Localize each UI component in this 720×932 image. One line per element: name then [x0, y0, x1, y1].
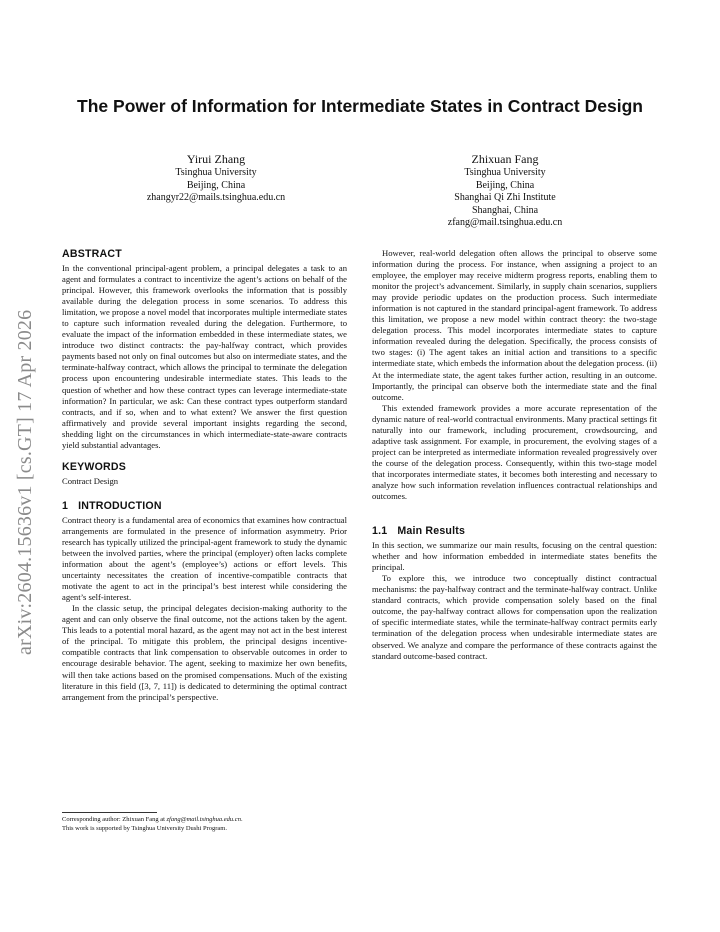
keywords-text: Contract Design [62, 475, 119, 486]
main-results-heading [372, 525, 657, 537]
footnote-rule [62, 812, 157, 813]
abstract-text: In the conventional principal-agent problem, a principal delegates a task to an agent and formulates a contract to incentivize the agent’s actions on behalf of the principal. However, this framework overlooks the information that is possibly available during the delegation process in some scenarios. To address this limitation, we propose a novel model that incorporates multiple intermediate states to capture such information revealed during the delegation. Furthermore, to evaluate the impact of the information embedded in these intermediate states, we introduce two distinct contracts: the pay-halfway contract, which provides payments based not only on final outcomes but also on intermediate states, and the terminate-halfway contract, which allows the principal to terminate the delegation process upon encountering undesirable intermediate states. This leads to the question of whether and how these contract types can leverage intermediate-state information? In particular, we ask: Can these contract types outperform standard contracts, and if so, when and to what extent? We answer the first question affirmatively and provide several important insights regarding the second, shedding light on the circumstances in which intermediate-state-aware contracts yield substantial advantages. [62, 263, 347, 450]
section-number: 1.1 [372, 525, 388, 538]
arxiv-identifier: arXiv:2604.15636v1 [cs.GT] 17 Apr 2026 [14, 309, 36, 655]
intro-paragraph-4: This extended framework provides a more accurate representation of the dynamic nature of real-world contractual environments. Many practical settings fit naturally into our framework, including procurement, crowdsourcing, and adaptive task assignment. For example, in procurement, the evolving stages of a project can be interpreted as intermediate information revealed progressively over the course of the delegation process. Consequently, within this two-stage model that incorporates intermediate states, it becomes both interesting and necessary to analyze how such information revelation influences contractual relationships and outcomes. [372, 402, 657, 502]
footnote-funding: This work is supported by Tsinghua University Dushi Program. [62, 824, 227, 832]
intro-paragraph-2: In the classic setup, the principal delegates decision-making authority to the agent and can only observe the final outcome, not the actions taken by the agent. This leads to a potential moral hazard, as the agent may not act in the best interest of the principal. To mitigate this problem, the principal designs incentive-compatible contracts that link compensation to observable outcomes in order to encourage desirable behavior. The agent, seeking to maximize her own benefits, will then take actions based on the promised compensations. Much of the existing literature in this field ([3, 7, 11]) is dedicated to determining the optimal contract arrangement from the principal’s perspective. [62, 603, 347, 702]
author-name: Zhixuan Fang [471, 152, 539, 166]
footnote [62, 816, 347, 833]
author-affiliation-2: Shanghai Qi Zhi Institute [454, 192, 556, 204]
main-results-paragraph-2: To explore this, we introduce two conceptually distinct contractual mechanisms: the pay-halfway contract and the terminate-halfway contract. Unlike standard contracts, which provide compensation solely based on the final outcome, the pay-halfway contract allows for compensation upon the realization of specific intermediate states, while the terminate-halfway contract permits early termination of the delegation process when undesirable intermediate states are observed. We analyze and compare the performance of these contracts against the standard outcome-based contract. [372, 573, 657, 661]
footnote-email: zfang@mail.tsinghua.edu.cn [166, 816, 241, 823]
author-affiliation: Tsinghua University [175, 167, 257, 178]
footnote-prefix: Corresponding author: Zhixuan Fang at [62, 816, 165, 823]
author-email: zfang@mail.tsinghua.edu.cn [447, 217, 563, 229]
author-email: zhangyr22@mails.tsinghua.edu.cn [146, 192, 286, 204]
author-location-2: Shanghai, China [471, 204, 539, 216]
section-title: Main Results [397, 525, 466, 538]
right-column [372, 248, 657, 662]
author-location: Beijing, China [475, 179, 535, 191]
main-results-paragraph-1: In this section, we summarize our main results, focusing on the central question: whether and how information embedded in intermediate states benefits the principal. [372, 540, 657, 573]
author-affiliation: Tsinghua University [464, 167, 546, 178]
abstract-heading: ABSTRACT [62, 248, 122, 260]
footnote-suffix: . [240, 816, 243, 823]
keywords-heading: KEYWORDS [62, 460, 126, 473]
paper-title: The Power of Information for Intermediate States in Contract Design [77, 96, 643, 116]
section-title: INTRODUCTION [78, 499, 162, 512]
footnote-corresponding [62, 816, 347, 825]
intro-paragraph-1: Contract theory is a fundamental area of economics that examines how contractual arrangements are formulated in the presence of information asymmetry. Prior research has typically utilized the principal-agent framework to study the dynamic between the involved parties, where the principal (employer) often lacks complete information about the agent’s (employee’s) actions or effort levels. This uncertainty necessitates the creation of incentive-compatible contracts that motivate the agent to act in the principal’s best interest while considering the agent’s self-interest. [62, 514, 347, 603]
left-column [62, 248, 347, 703]
author-block-1 [96, 151, 336, 205]
introduction-heading [62, 500, 347, 512]
author-block-2 [385, 151, 625, 230]
author-location: Beijing, China [186, 179, 246, 191]
author-name: Yirui Zhang [186, 152, 246, 166]
section-number: 1 [62, 499, 69, 512]
intro-paragraph-3: However, real-world delegation often allows the principal to observe some information during the process. For instance, when assigning a project to an employee, the employer may receive midterm progress reports, enabling them to monitor the project’s advancement. Similarly, in supply chain scenarios, suppliers may provide periodic updates on the production process. Such intermediate information is not captured in the standard principal-agent framework. To address this limitation, we propose a new model within contract theory: the two-stage delegation process. This model incorporates intermediate states to capture information revealed during the delegation. Specifically, the process consists of two stages: (i) The agent takes an initial action and transitions to a specific intermediate state, which embeds the information about the delegation process. (ii) At the intermediate state, the agent takes further action, resulting in an outcome. Importantly, the principal can observe both the intermediate state and the final outcome. [372, 248, 657, 402]
